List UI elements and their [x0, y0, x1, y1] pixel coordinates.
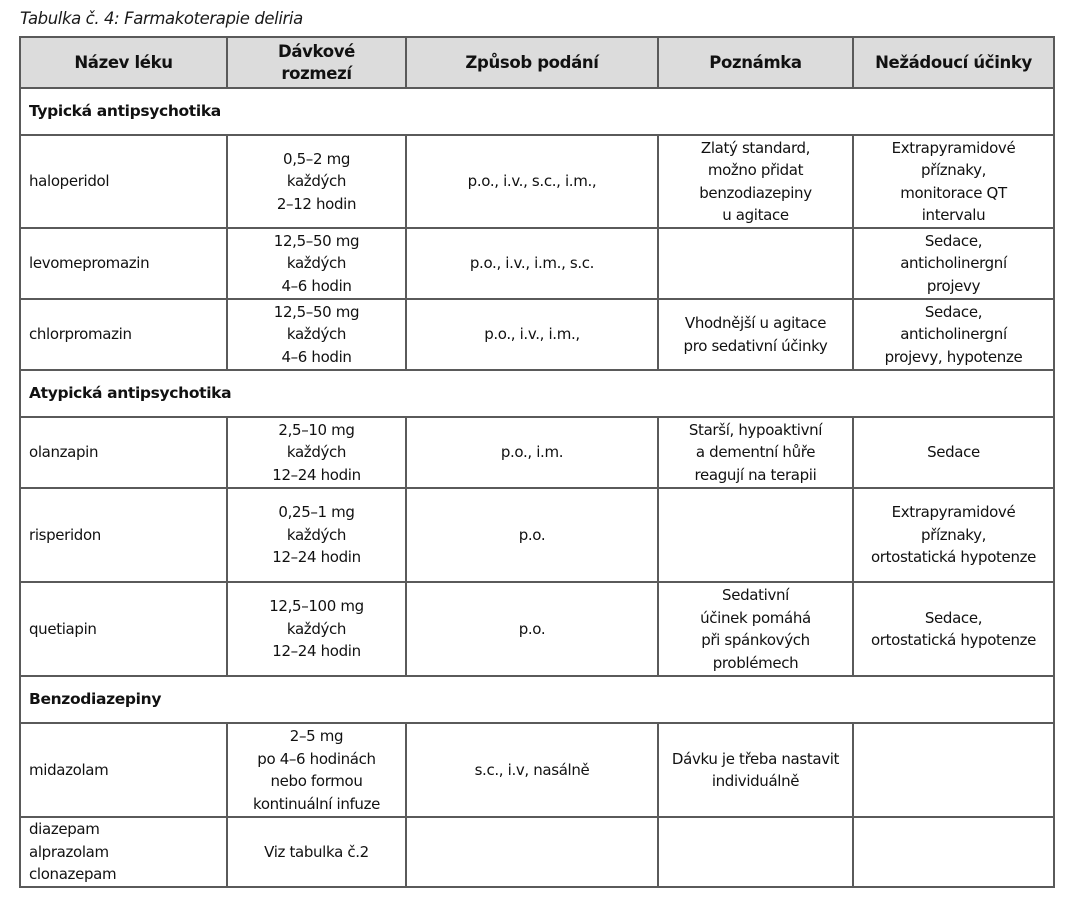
- cell-line: p.o.: [518, 619, 546, 638]
- route-cell: [406, 488, 658, 582]
- drug-name-cell: [20, 299, 227, 370]
- table-row: [20, 723, 1054, 817]
- cell-line: pro sedativní účinky: [683, 336, 828, 355]
- cell-line: monitorace QT: [900, 183, 1007, 202]
- note-cell: [658, 488, 853, 582]
- cell-line: risperidon: [29, 525, 101, 544]
- table-body: [20, 88, 1054, 887]
- note-cell: [658, 817, 853, 887]
- adverse-effects-cell: [853, 723, 1054, 817]
- cell-line: Viz tabulka č.2: [264, 842, 369, 861]
- cell-line: 2–12 hodin: [276, 194, 357, 213]
- cell-line: projevy, hypotenze: [884, 347, 1023, 366]
- cell-line: každých: [286, 172, 347, 191]
- cell-line: nebo formou: [270, 772, 363, 790]
- cell-line: 4–6 hodin: [281, 347, 352, 366]
- cell-line: každých: [286, 443, 347, 462]
- route-cell: [406, 817, 658, 887]
- cell-line: chlorpromazin: [29, 325, 132, 344]
- drug-name-cell: [20, 417, 227, 488]
- drug-name-cell: [20, 228, 227, 299]
- table-row: [20, 817, 1054, 887]
- cell-line: Sedace,: [924, 302, 983, 321]
- cell-line: 0,5–2 mg: [283, 149, 350, 168]
- pharmacotherapy-table: [19, 36, 1055, 888]
- cell-line: 2,5–10 mg: [278, 420, 355, 439]
- cell-line: 2–5 mg: [289, 727, 344, 745]
- drug-name-cell: [20, 135, 227, 228]
- cell-line: anticholinergní: [900, 325, 1007, 344]
- dose-range-cell: [227, 723, 406, 817]
- header-dose-line: rozmezí: [281, 63, 352, 83]
- adverse-effects-cell: [853, 299, 1054, 370]
- cell-line: Starší, hypoaktivní: [688, 420, 823, 439]
- table-caption: Tabulka č. 4: Farmakoterapie deliria: [20, 9, 303, 28]
- route-cell: [406, 582, 658, 676]
- table-row: [20, 582, 1054, 676]
- cell-line: 12,5–100 mg: [269, 597, 364, 616]
- dose-range-cell: [227, 488, 406, 582]
- adverse-effects-cell: [853, 488, 1054, 582]
- section-row: [20, 88, 1054, 135]
- table-row: [20, 299, 1054, 370]
- cell-line: při spánkových: [701, 631, 810, 649]
- cell-line: Dávku je třeba nastavit: [671, 749, 840, 768]
- table-row: [20, 417, 1054, 488]
- cell-line: Vhodnější u agitace: [684, 314, 827, 332]
- cell-line: 12,5–50 mg: [273, 302, 360, 321]
- cell-line: každých: [286, 525, 347, 544]
- note-cell: [658, 135, 853, 228]
- dose-range-cell: [227, 817, 406, 887]
- cell-line: benzodiazepiny: [699, 183, 812, 202]
- note-cell: [658, 582, 853, 676]
- cell-line: 12–24 hodin: [272, 465, 361, 484]
- adverse-effects-cell: [853, 417, 1054, 488]
- header-route: Způsob podání: [406, 37, 658, 88]
- cell-line: Sedativní: [722, 586, 789, 604]
- cell-line: s.c., i.v, nasálně: [474, 760, 590, 779]
- cell-line: Sedace,: [924, 231, 983, 250]
- route-cell: [406, 299, 658, 370]
- cell-line: 12–24 hodin: [272, 548, 361, 567]
- section-title: Benzodiazepiny: [20, 676, 1054, 723]
- adverse-effects-cell: [853, 817, 1054, 887]
- cell-line: každých: [286, 619, 347, 638]
- cell-line: příznaky,: [920, 161, 987, 179]
- header-note: Poznámka: [658, 37, 853, 88]
- cell-line: midazolam: [29, 760, 109, 779]
- cell-line: ortostatická hypotenze: [870, 631, 1037, 649]
- cell-line: kontinuální infuze: [253, 794, 380, 813]
- cell-line: reagují na terapii: [694, 465, 817, 484]
- cell-line: Extrapyramidové: [891, 138, 1016, 157]
- cell-line: p.o., i.m.: [500, 443, 564, 462]
- section-title: Typická antipsychotika: [20, 88, 1054, 135]
- drug-name-cell: [20, 582, 227, 676]
- note-cell: [658, 417, 853, 488]
- cell-line: projevy: [926, 276, 981, 295]
- cell-line: Extrapyramidové: [891, 503, 1016, 522]
- dose-range-cell: [227, 417, 406, 488]
- cell-line: Zlatý standard,: [700, 138, 811, 157]
- cell-line: u agitace: [722, 206, 789, 224]
- dose-range-cell: [227, 135, 406, 228]
- cell-line: p.o., i.v., s.c., i.m.,: [467, 172, 597, 191]
- cell-line: 4–6 hodin: [281, 276, 352, 295]
- header-dose-range: [227, 37, 406, 88]
- cell-line: 0,25–1 mg: [278, 503, 355, 522]
- cell-line: olanzapin: [29, 443, 99, 462]
- cell-line: možno přidat: [707, 161, 804, 179]
- route-cell: [406, 417, 658, 488]
- table-row: [20, 228, 1054, 299]
- cell-line: individuálně: [711, 772, 800, 790]
- drug-name-cell: [20, 817, 227, 887]
- cell-line: účinek pomáhá: [700, 608, 811, 627]
- cell-line: p.o.: [518, 525, 546, 544]
- cell-line: quetiapin: [29, 619, 97, 638]
- table-row: [20, 488, 1054, 582]
- cell-line: ortostatická hypotenze: [870, 548, 1037, 567]
- adverse-effects-cell: [853, 228, 1054, 299]
- cell-line: Sedace,: [924, 608, 983, 627]
- route-cell: [406, 135, 658, 228]
- cell-line: problémech: [712, 653, 799, 672]
- section-row: [20, 370, 1054, 417]
- adverse-effects-cell: [853, 135, 1054, 228]
- cell-line: diazepam: [29, 820, 100, 839]
- cell-line: 12–24 hodin: [272, 642, 361, 661]
- cell-line: haloperidol: [29, 172, 110, 191]
- cell-line: 12,5–50 mg: [273, 231, 360, 250]
- table-row: [20, 135, 1054, 228]
- cell-line: po 4–6 hodinách: [257, 749, 376, 768]
- dose-range-cell: [227, 582, 406, 676]
- cell-line: p.o., i.v., i.m., s.c.: [469, 254, 595, 273]
- adverse-effects-cell: [853, 582, 1054, 676]
- section-title: Atypická antipsychotika: [20, 370, 1054, 417]
- dose-range-cell: [227, 228, 406, 299]
- dose-range-cell: [227, 299, 406, 370]
- cell-line: clonazepam: [29, 865, 117, 884]
- cell-line: anticholinergní: [900, 254, 1007, 273]
- header-adverse-effects: Nežádoucí účinky: [853, 37, 1054, 88]
- note-cell: [658, 299, 853, 370]
- drug-name-cell: [20, 488, 227, 582]
- note-cell: [658, 723, 853, 817]
- route-cell: [406, 228, 658, 299]
- note-cell: [658, 228, 853, 299]
- route-cell: [406, 723, 658, 817]
- header-dose-line: Dávkové: [278, 41, 355, 61]
- cell-line: alprazolam: [29, 842, 109, 861]
- header-drug-name: Název léku: [20, 37, 227, 88]
- cell-line: p.o., i.v., i.m.,: [484, 325, 580, 344]
- cell-line: a dementní hůře: [695, 443, 816, 462]
- cell-line: intervalu: [921, 206, 986, 224]
- cell-line: příznaky,: [920, 525, 987, 544]
- drug-name-cell: [20, 723, 227, 817]
- cell-line: Sedace: [927, 443, 980, 462]
- cell-line: levomepromazin: [29, 254, 150, 273]
- cell-line: každých: [286, 254, 347, 273]
- section-row: [20, 676, 1054, 723]
- header-row: [20, 37, 1054, 88]
- cell-line: každých: [286, 325, 347, 344]
